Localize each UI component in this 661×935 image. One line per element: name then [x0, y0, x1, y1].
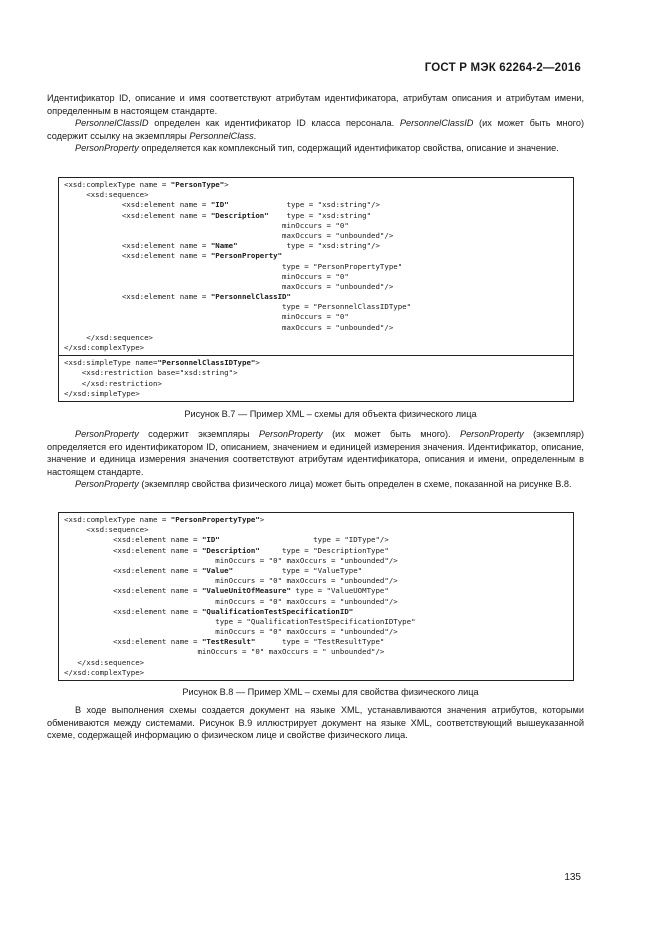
code-line: <xsd:element name = "Description" type = "xsd:string"	[64, 210, 372, 220]
page-header: ГОСТ Р МЭК 62264-2—2016	[424, 62, 581, 74]
code-line: maxOccurs = "unbounded"/>	[64, 230, 394, 240]
code-line: maxOccurs = "unbounded"/>	[64, 281, 394, 291]
paragraph: PersonProperty содержит экземпляры PersonProperty (их может быть много). PersonProperty (экземпляр) определяется его идентификатором ID, описанием, значением и единицей измерения значения. Идентификатор, описание, значение и единица измерения значения соответствуют атрибутам идентификатора, описания и имени, определенным в настоящем стандарте.	[47, 429, 585, 477]
code-line: <xsd:element name = "QualificationTestSpecificationID"	[64, 606, 354, 616]
code-line: <xsd:element name = "PersonProperty"	[64, 251, 283, 261]
code-line: type = "PersonPropertyType"	[64, 261, 403, 271]
code-line: <xsd:restriction base="xsd:string">	[64, 368, 238, 378]
code-listing-b7	[58, 177, 574, 402]
page-number: 135	[564, 872, 581, 883]
figure-caption-b8: Рисунок В.8 — Пример XML – схемы для свойства физического лица	[182, 687, 479, 697]
code-line: minOccurs = "0" maxOccurs = "unbounded"/>	[64, 596, 398, 606]
code-line: minOccurs = "0" maxOccurs = "unbounded"/>	[64, 627, 398, 637]
figure-caption-b7: Рисунок В.7 — Пример XML – схемы для объекта физического лица	[184, 409, 477, 419]
code-line: <xsd:element name = "ValueUnitOfMeasure" type = "ValueUOMType"	[64, 586, 389, 596]
code-line: </xsd:sequence>	[64, 657, 145, 667]
code-line: minOccurs = "0"	[64, 271, 349, 281]
code-line: <xsd:complexType name = "PersonType">	[64, 180, 229, 189]
code-line: <xsd:sequence>	[64, 525, 149, 535]
code-line: </xsd:complexType>	[64, 667, 145, 677]
code-line: minOccurs = "0" maxOccurs = "unbounded"/>	[64, 576, 398, 586]
code-line: <xsd:sequence>	[64, 190, 149, 200]
text-block-1	[47, 92, 584, 155]
paragraph: Идентификатор ID, описание и имя соответствуют атрибутам идентификатора, атрибутам описания и атрибутам имени, определенным в настоящем стандарте.	[47, 93, 584, 116]
code-line: <xsd:simpleType name="PersonnelClassIDType">	[64, 358, 260, 368]
code-line: <xsd:element name = "Value" type = "ValueType"	[64, 565, 363, 575]
paragraph: PersonProperty определяется как комплексный тип, содержащий идентификатор свойства, описание и значение.	[75, 143, 559, 154]
code-line: </xsd:restriction>	[64, 378, 162, 388]
code-line: <xsd:element name = "TestResult" type = "TestResultType"	[64, 637, 385, 647]
code-line: minOccurs = "0"	[64, 312, 349, 322]
code-line: </xsd:sequence>	[64, 332, 153, 342]
code-line: <xsd:element name = "Description" type = "DescriptionType"	[64, 545, 389, 555]
code-line: </xsd:complexType>	[64, 343, 145, 352]
code-line: type = "QualificationTestSpecificationIDType"	[64, 616, 416, 626]
code-line: <xsd:element name = "ID" type = "IDType"/>	[64, 535, 389, 545]
code-line: minOccurs = "0"	[64, 220, 349, 230]
code-line: minOccurs = "0" maxOccurs = " unbounded"/>	[64, 647, 385, 657]
text-block-3	[47, 704, 584, 742]
code-listing-b8	[58, 512, 574, 681]
code-line: <xsd:element name = "Name" type = "xsd:string"/>	[64, 241, 380, 251]
code-line: <xsd:complexType name = "PersonPropertyType">	[64, 515, 265, 524]
code-line: <xsd:element name = "ID" type = "xsd:string"/>	[64, 200, 380, 210]
code-line: </xsd:simpleType>	[64, 388, 140, 398]
paragraph: PersonProperty (экземпляр свойства физического лица) может быть определен в схеме, показанной на рисунке В.8.	[75, 479, 572, 490]
code-line: minOccurs = "0" maxOccurs = "unbounded"/>	[64, 555, 398, 565]
separator	[59, 355, 573, 356]
text-block-2	[47, 428, 584, 491]
code-line: maxOccurs = "unbounded"/>	[64, 322, 394, 332]
code-line: <xsd:element name = "PersonnelClassID"	[64, 292, 291, 302]
paragraph: В ходе выполнения схемы создается документ на языке XML, устанавливаются значения атрибутов, которыми обмениваются между системами. Рисунок В.9 иллюстрирует документ на языке XML, соответствующий вышеуказанной схеме, содержащей информацию о физическом лице и свойстве физического лица.	[47, 705, 584, 741]
code-line: type = "PersonnelClassIDType"	[64, 302, 412, 312]
paragraph: PersonnelClassID определен как идентификатор ID класса персонала. PersonnelClassID (их может быть много) содержит ссылку на экземпляры PersonnelClass.	[47, 118, 585, 141]
